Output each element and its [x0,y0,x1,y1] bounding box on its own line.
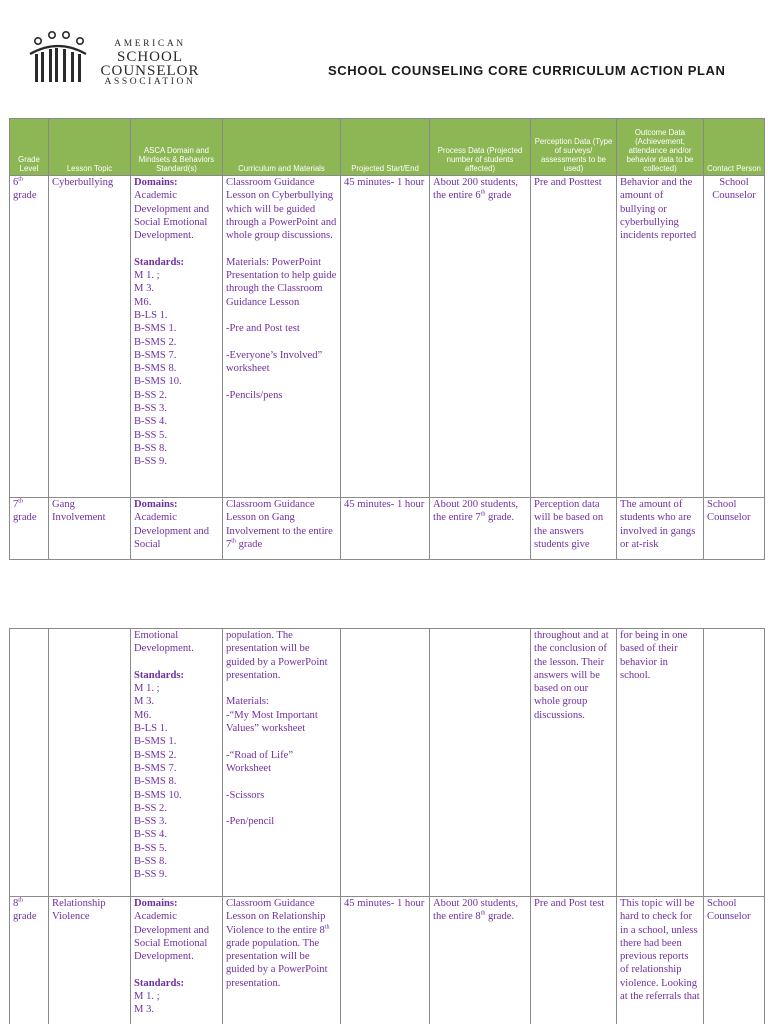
domains-text: Academic Development and Social [134,512,210,550]
domains-label: Domains: [134,898,178,909]
domains-text: Academic Development and Social Emotional Development. [134,911,210,963]
domains-label: Domains: [134,499,178,510]
curriculum-cell: Classroom Guidance Lesson on Gang Involvement to the entire 7th grade [223,498,341,560]
standards-cell [131,498,223,560]
grade-cell [10,629,49,897]
topic-cell [49,629,131,897]
contact-cell: School Counselor [704,897,765,1024]
projected-cell: 45 minutes- 1 hour [341,897,430,1024]
table-row [10,498,765,560]
header-grade-level: Grade Level [10,119,49,176]
grade-cell: 7th grade [10,498,49,560]
header-contact-person: Contact Person [704,119,765,176]
topic-cell: Cyberbullying [49,176,131,498]
table-row [10,176,765,498]
curriculum-cell: Classroom Guidance Lesson on Relationship Violence to the entire 8th grade population. The presentation will be guided by a PowerPoint presentation. [223,897,341,1024]
header-outcome-data: Outcome Data (Achievement, attendance and/or behavior data to be collected) [617,119,704,176]
standards-cell [131,897,223,1024]
table-row [10,629,765,897]
standards-list: M 1. ; M 3. M6. B-LS 1. B-SMS 1. B-SMS 2. B-SMS 7. B-SMS 8. B-SMS 10. B-SS 2. B-SS 3. B-SS 4. B-SS 5. B-SS 8. B-SS 9. [134,270,182,468]
perception-cell: Perception data will be based on the answers students give [531,498,617,560]
outcome-cell: Behavior and the amount of bullying or cyberbullying incidents reported [617,176,704,498]
domains-text: Academic Development and Social Emotional Development. [134,190,210,242]
projected-cell: 45 minutes- 1 hour [341,176,430,498]
logo-line-american: AMERICAN [114,39,186,49]
perception-cell: Pre and Post test [531,897,617,1024]
curriculum-cell: population. The presentation will be guided by a PowerPoint presentation. Materials: -“My Most Important Values” worksheet -“Road of Life” Worksheet -Scissors -Pen/pencil [223,629,341,897]
process-cell: About 200 students, the entire 7th grade. [430,498,531,560]
logo-line-school: SCHOOL [116,48,183,65]
header-perception-data: Perception Data (Type of surveys/ assessments to be used) [531,119,617,176]
asca-logo [28,30,198,92]
outcome-cell: This topic will be hard to check for in a school, unless there had been previous reports of relationship violence. Looking at the referrals that [617,897,704,1024]
header-asca-standards: ASCA Domain and Mindsets & Behaviors Standard(s) [131,119,223,176]
perception-cell: Pre and Posttest [531,176,617,498]
standards-list: M 1. ; M 3. [134,991,160,1016]
header-curriculum: Curriculum and Materials [223,119,341,176]
standards-cell [131,176,223,498]
action-plan-table-continued [9,628,765,1024]
contact-cell: School Counselor [704,498,765,560]
standards-label: Standards: [134,669,185,681]
domains-text: Emotional Development. [134,630,194,655]
header-projected: Projected Start/End [341,119,430,176]
page-title: SCHOOL COUNSELING CORE CURRICULUM ACTION PLAN [328,63,726,78]
outcome-cell: The amount of students who are involved in gangs or at-risk [617,498,704,560]
logo-line-association: ASSOCIATION [104,76,196,87]
topic-cell: Relationship Violence [49,897,131,1024]
contact-cell: School Counselor [704,176,765,498]
standards-label: Standards: [134,256,185,268]
table-row [10,897,765,1024]
process-cell: About 200 students, the entire 6th grade [430,176,531,498]
logo-figures-icon [28,30,88,88]
contact-cell [704,629,765,897]
standards-label: Standards: [134,977,185,989]
grade-cell: 6th grade [10,176,49,498]
projected-cell: 45 minutes- 1 hour [341,498,430,560]
process-cell: About 200 students, the entire 8th grade. [430,897,531,1024]
standards-list: M 1. ; M 3. M6. B-LS 1. B-SMS 1. B-SMS 2. B-SMS 7. B-SMS 8. B-SMS 10. B-SS 2. B-SS 3. B-SS 4. B-SS 5. B-SS 8. B-SS 9. [134,683,182,881]
domains-label: Domains: [134,177,178,188]
topic-cell: Gang Involvement [49,498,131,560]
outcome-cell: for being in one based of their behavior in school. [617,629,704,897]
projected-cell [341,629,430,897]
grade-cell: 8th grade [10,897,49,1024]
logo-line-counselor: COUNSELOR [100,62,200,79]
perception-cell: throughout and at the conclusion of the lesson. Their answers will be based on our whole group discussions. [531,629,617,897]
header-lesson-topic: Lesson Topic [49,119,131,176]
standards-cell [131,629,223,897]
logo-wordmark [90,40,210,87]
action-plan-table [9,118,765,560]
curriculum-cell: Classroom Guidance Lesson on Cyberbullying which will be guided through a PowerPoint and whole group discussions. Materials: PowerPoint Presentation to help guide through the Classroom Guidance Lesson -Pre and Post test -Everyone’s Involved” worksheet -Pencils/pens [223,176,341,498]
header-process-data: Process Data (Projected number of students affected) [430,119,531,176]
table-header-row [10,119,765,176]
process-cell [430,629,531,897]
